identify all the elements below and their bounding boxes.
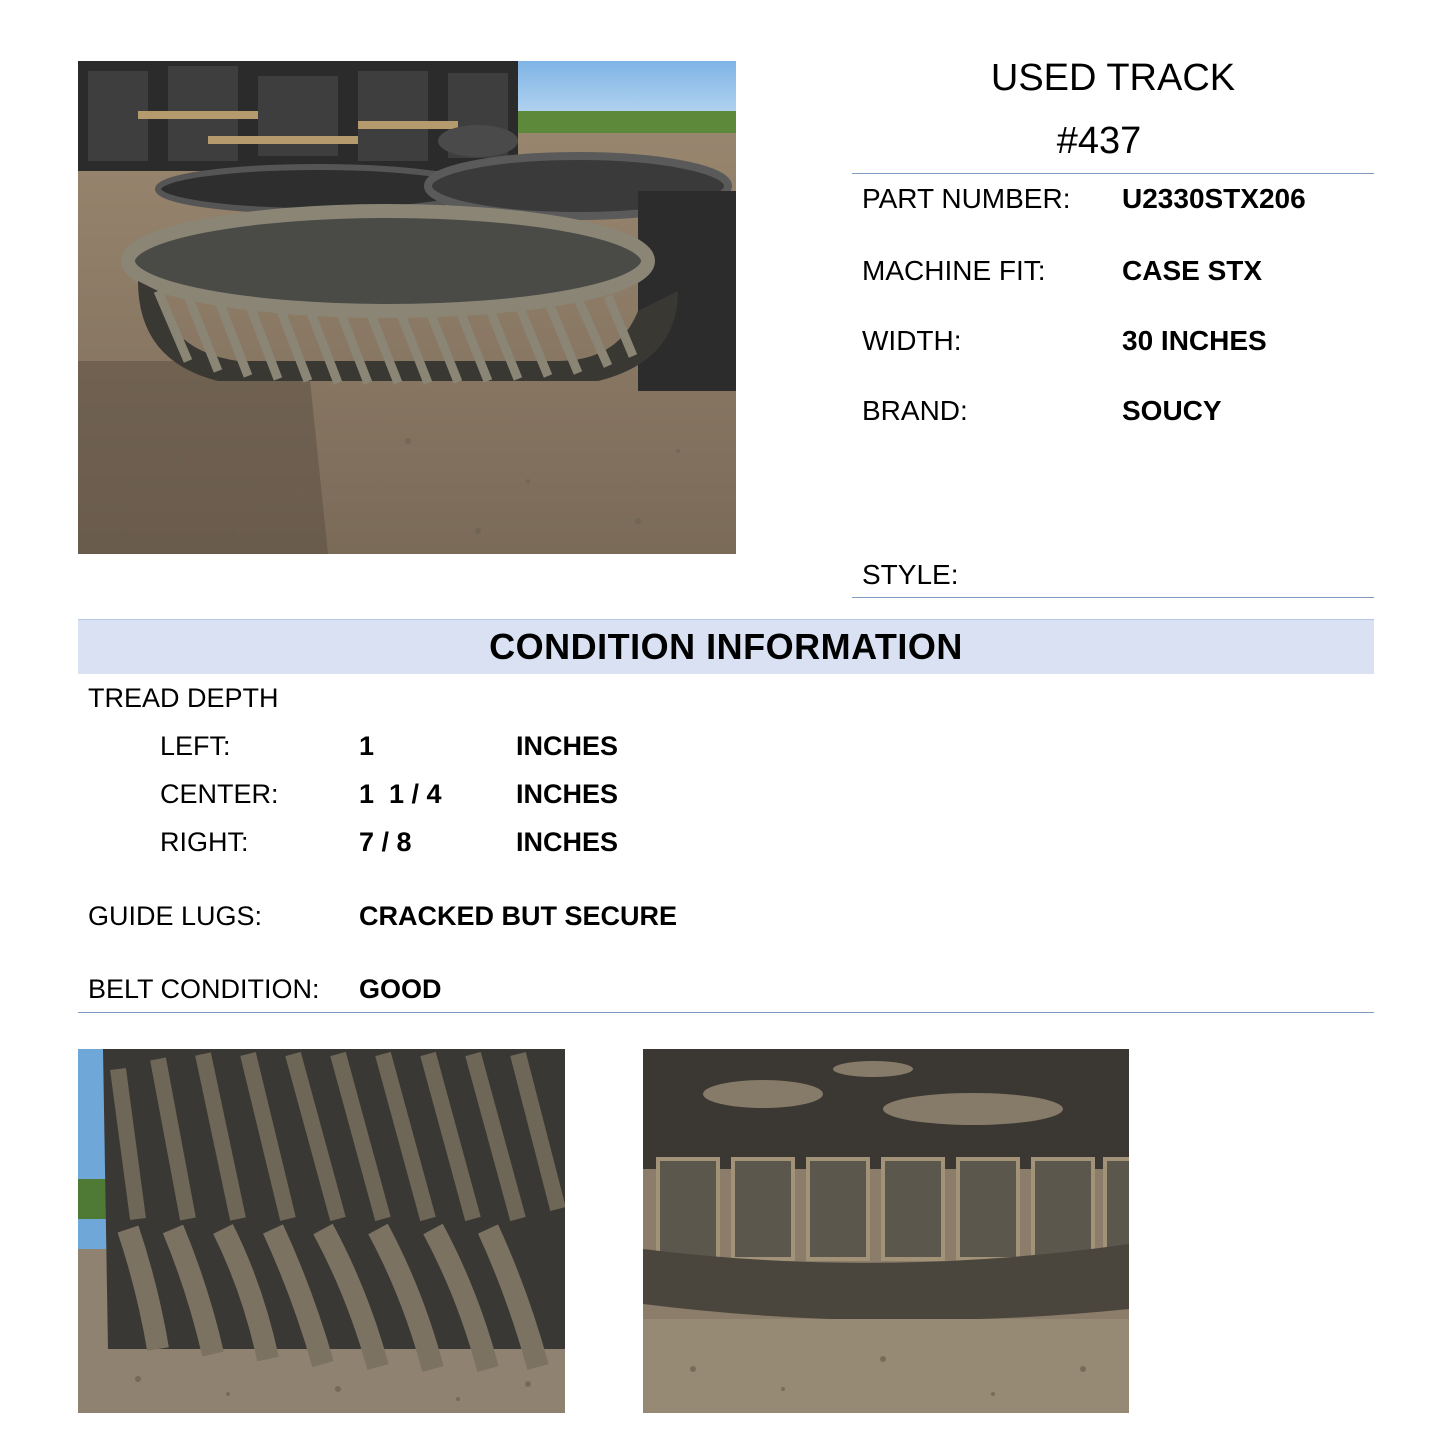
guide-lugs-photo — [643, 1049, 1129, 1413]
tread-right-value: 7 / 8 — [359, 827, 412, 857]
guide-lugs-value: CRACKED BUT SECURE — [359, 901, 678, 931]
style-label: STYLE: — [862, 559, 959, 590]
tread-left-value: 1 — [359, 731, 375, 761]
track-number: #437 — [1056, 120, 1142, 162]
page-title: USED TRACK — [990, 57, 1236, 99]
brand-label: BRAND: — [862, 395, 968, 426]
tread-right-unit: INCHES — [516, 827, 619, 857]
tread-center-label: CENTER: — [160, 779, 279, 809]
condition-rule — [78, 1012, 1374, 1013]
tread-right-label: RIGHT: — [160, 827, 249, 857]
tread-left-label: LEFT: — [160, 731, 231, 761]
part-number-label: PART NUMBER: — [862, 183, 1071, 214]
specs-rule — [852, 597, 1374, 598]
width-label: WIDTH: — [862, 325, 962, 356]
machine-fit-label: MACHINE FIT: — [862, 255, 1046, 286]
brand-value: SOUCY — [1122, 395, 1222, 426]
width-value: 30 INCHES — [1122, 325, 1267, 356]
tread-center-unit: INCHES — [516, 779, 619, 809]
machine-fit-value: CASE STX — [1122, 255, 1263, 286]
tread-depth-label: TREAD DEPTH — [88, 683, 279, 713]
condition-heading-band — [78, 619, 1374, 674]
tread-center-value: 1 1 / 4 — [359, 779, 442, 809]
belt-condition-label: BELT CONDITION: — [88, 974, 320, 1004]
tread-closeup-photo — [78, 1049, 565, 1413]
condition-heading: CONDITION INFORMATION — [489, 626, 963, 667]
part-number-value: U2330STX206 — [1122, 183, 1306, 214]
tread-left-unit: INCHES — [516, 731, 619, 761]
guide-lugs-label: GUIDE LUGS: — [88, 901, 263, 931]
main-track-photo — [78, 61, 736, 554]
belt-condition-value: GOOD — [359, 974, 442, 1004]
header-rule — [852, 173, 1374, 174]
